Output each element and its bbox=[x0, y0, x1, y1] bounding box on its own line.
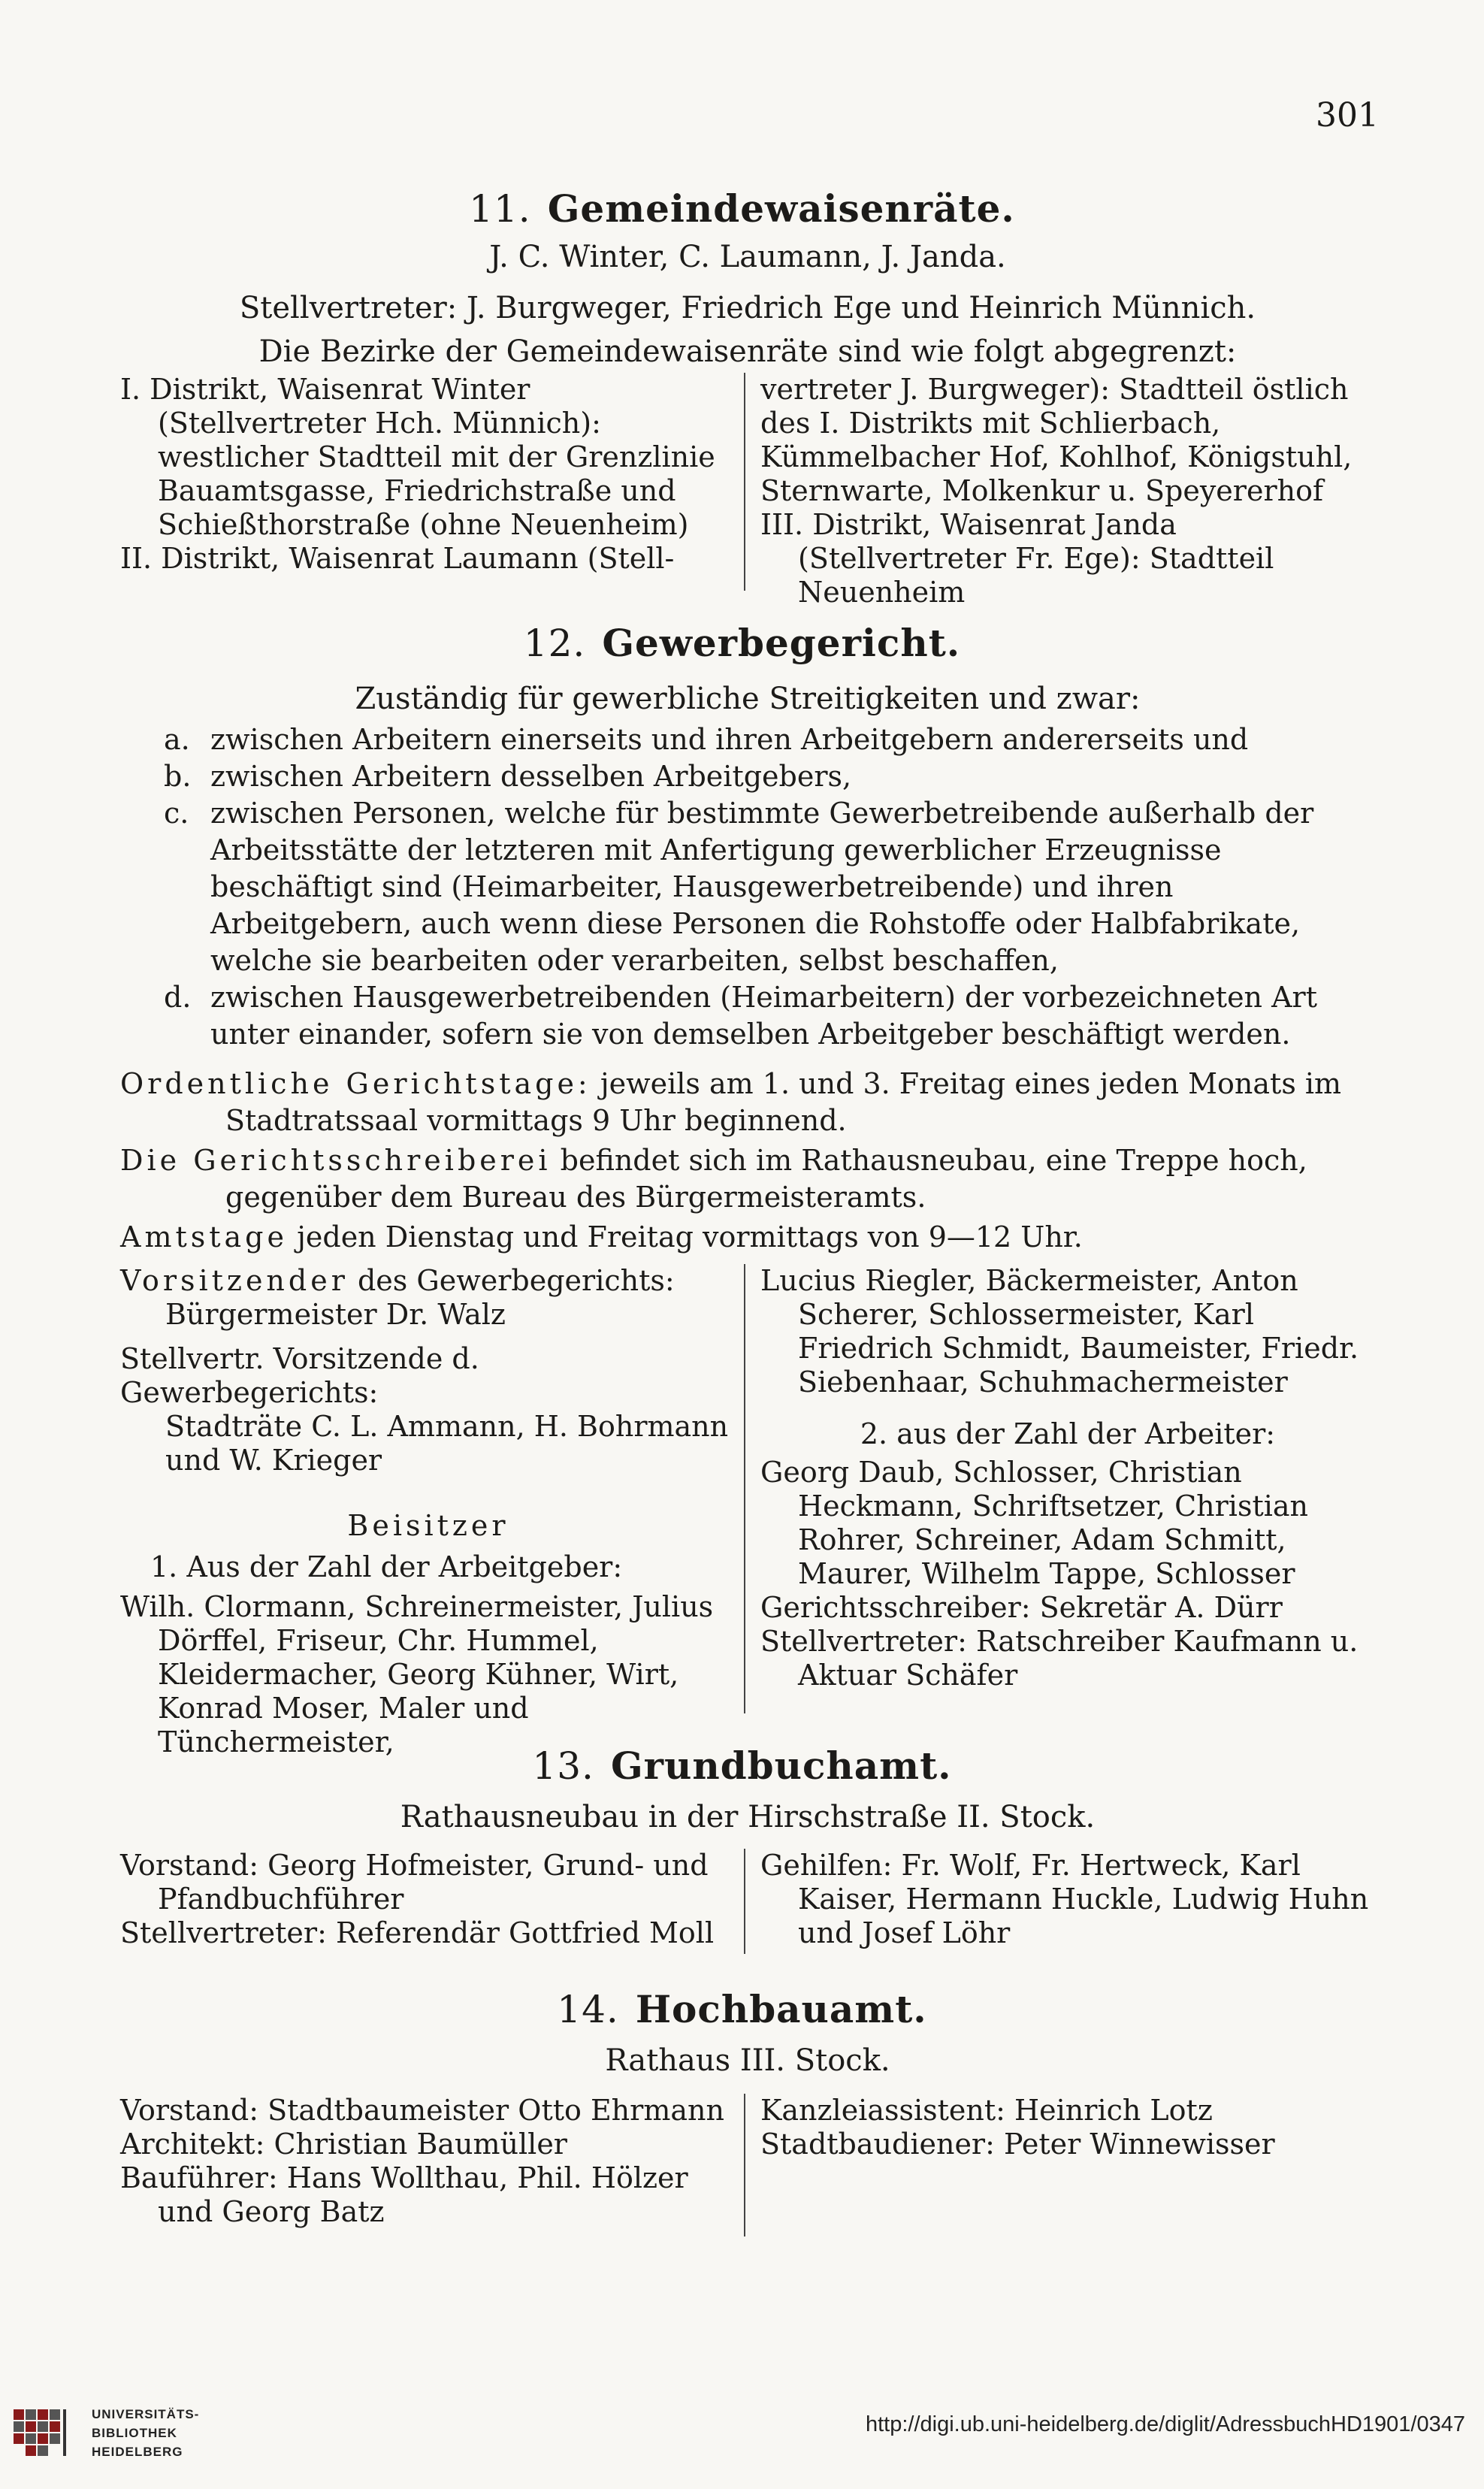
section-13-title: Grundbuchamt. bbox=[610, 1744, 952, 1788]
section-14-heading bbox=[0, 1987, 1484, 2031]
column-divider bbox=[744, 1264, 745, 1713]
source-url[interactable]: http://digi.ub.uni-heidelberg.de/diglit/AdressbuchHD1901/0347 bbox=[865, 2412, 1465, 2436]
list-item: d. zwischen Hausgewerbetreibenden (Heimarbeitern) der vorbezeichneten Art unter einander, sofern sie von demselben Arbeitgeber beschäftigt werden. bbox=[164, 981, 1317, 1051]
district-2-start: II. Distrikt, Waisenrat Laumann (Stell- bbox=[120, 542, 675, 575]
section-14-right-column bbox=[760, 2094, 1375, 2161]
list-item-label: d. bbox=[164, 981, 192, 1014]
section-12-right-column bbox=[760, 1264, 1375, 1692]
building-office-head: Vorstand: Stadtbaumeister Otto Ehrmann bbox=[120, 2094, 724, 2127]
section-14-left-column bbox=[120, 2094, 729, 2229]
workers-list: Georg Daub, Schlosser, Christian Heckmann, Schriftsetzer, Christian Rohrer, Schreiner, Adam Schmitt, Maurer, Wilhelm Tappe, Schlosser bbox=[760, 1456, 1309, 1590]
list-item: a. zwischen Arbeitern einerseits und ihren Arbeitgebern andererseits und bbox=[128, 721, 1375, 758]
employers-list-continued: Lucius Riegler, Bäckermeister, Anton Scherer, Schlossermeister, Karl Friedrich Schmidt, Baumeister, Friedr. Siebenhaar, Schuhmachermeister bbox=[760, 1264, 1359, 1399]
column-divider bbox=[744, 1849, 745, 1954]
section-12-heading bbox=[0, 621, 1484, 665]
list-item-label: a. bbox=[164, 723, 190, 756]
library-logo bbox=[11, 2403, 198, 2466]
court-clerk-deputy: Stellvertreter: Ratschreiber Kaufmann u. Aktuar Schäfer bbox=[760, 1625, 1359, 1692]
section-14-title: Hochbauamt. bbox=[635, 1987, 927, 2031]
section-11-heading bbox=[0, 186, 1484, 231]
section-13-left-column bbox=[120, 1849, 729, 1950]
court-days: Ordentliche Gerichtstage: jeweils am 1. und 3. Freitag eines jeden Monats im Stadtratssaal vormittags 9 Uhr beginnend. bbox=[120, 1067, 1342, 1137]
district-1: I. Distrikt, Waisenrat Winter (Stellvertreter Hch. Münnich): westlicher Stadtteil mit der Grenzlinie Bauamtsgasse, Friedrichstraße und Schießthorstraße (ohne Neuenheim) bbox=[120, 373, 715, 541]
section-12-number: 12. bbox=[523, 621, 586, 665]
building-office-architect: Architekt: Christian Baumüller bbox=[120, 2128, 567, 2161]
district-3: III. Distrikt, Waisenrat Janda (Stellvertreter Fr. Ege): Stadtteil Neuenheim bbox=[760, 508, 1274, 609]
page-number: 301 bbox=[1316, 96, 1379, 135]
library-seal-icon bbox=[11, 2403, 78, 2466]
section-12-intro: Zuständig für gewerbliche Streitigkeiten und zwar: bbox=[355, 682, 1141, 716]
section-13-number: 13. bbox=[532, 1744, 594, 1788]
building-office-site-managers: Bauführer: Hans Wollthau, Phil. Hölzer und Georg Batz bbox=[120, 2161, 688, 2228]
deputy-chair-names: Stadträte C. L. Ammann, H. Bohrmann und W. Krieger bbox=[165, 1410, 729, 1477]
jurisdiction-list bbox=[128, 721, 1375, 1053]
list-item: b. zwischen Arbeitern desselben Arbeitgebers, bbox=[128, 758, 1375, 795]
list-item-label: c. bbox=[164, 797, 189, 830]
column-divider bbox=[744, 2094, 745, 2236]
section-13-heading bbox=[0, 1744, 1484, 1788]
employers-list: Wilh. Clormann, Schreinermeister, Julius Dörffel, Friseur, Chr. Hummel, Kleidermacher, Georg Kühner, Wirt, Konrad Moser, Maler und Tünchermeister, bbox=[120, 1590, 714, 1759]
court-clerk: Gerichtsschreiber: Sekretär A. Dürr bbox=[760, 1591, 1283, 1624]
section-13-location: Rathausneubau in der Hirschstraße II. Stock. bbox=[400, 1800, 1096, 1834]
section-12-title: Gewerbegericht. bbox=[602, 621, 961, 665]
library-name: UNIVERSITÄTS- BIBLIOTHEK HEIDELBERG bbox=[92, 2407, 200, 2459]
chair-name: Bürgermeister Dr. Walz bbox=[165, 1298, 506, 1331]
section-11-deputies: Stellvertreter: J. Burgweger, Friedrich Ege und Heinrich Münnich. bbox=[239, 291, 1256, 325]
court-info bbox=[120, 1066, 1375, 1259]
chair: Vorsitzender des Gewerbegerichts: bbox=[120, 1264, 675, 1297]
deputy-chair: Stellvertr. Vorsitzende d. Gewerbegerichts: bbox=[120, 1342, 479, 1409]
list-item: c. zwischen Personen, welche für bestimmte Gewerbetreibende außerhalb der Arbeitsstätte der letzteren mit Anfertigung gewerblicher Erzeugnisse beschäftigt sind (Heimarbeiter, Hausgewerbetreibende) und ihren Arbeitgebern, auch wenn diese Personen die Rohstoffe oder Halbfabrikate, welche sie bearbeiten oder verarbeiten, selbst beschaffen, bbox=[164, 797, 1314, 977]
section-14-number: 14. bbox=[557, 1988, 619, 2031]
assessors-heading: Beisitzer bbox=[347, 1509, 509, 1542]
section-13-right-column bbox=[760, 1849, 1375, 1950]
section-11-title: Gemeindewaisenräte. bbox=[547, 186, 1015, 231]
employers-heading: 1. Aus der Zahl der Arbeitgeber: bbox=[150, 1550, 623, 1583]
office-days: Amtstage jeden Dienstag und Freitag vormittags von 9—12 Uhr. bbox=[120, 1220, 1083, 1254]
building-office-clerk: Kanzleiassistent: Heinrich Lotz bbox=[760, 2094, 1213, 2127]
building-office-servant: Stadtbaudiener: Peter Winnewisser bbox=[760, 2128, 1275, 2161]
section-12-left-column bbox=[120, 1264, 736, 1759]
section-11-left-column bbox=[120, 373, 729, 576]
section-11-members: J. C. Winter, C. Laumann, J. Janda. bbox=[489, 240, 1006, 274]
land-registry-assistants: Gehilfen: Fr. Wolf, Fr. Hertweck, Karl Kaiser, Hermann Huckle, Ludwig Huhn und Josef Löhr bbox=[760, 1849, 1369, 1949]
land-registry-deputy: Stellvertreter: Referendär Gottfried Moll bbox=[120, 1916, 715, 1949]
list-item-label: b. bbox=[164, 760, 192, 793]
district-2-continued: vertreter J. Burgweger): Stadtteil östlich des I. Distrikts mit Schlierbach, Kümmelbacher Hof, Kohlhof, Königstuhl, Sternwarte, Molkenkur u. Speyererhof bbox=[760, 373, 1353, 507]
court-office: Die Gerichtsschreiberei befindet sich im Rathausneubau, eine Treppe hoch, gegenüber dem Bureau des Bürgermeisteramts. bbox=[120, 1144, 1307, 1214]
section-11-intro: Die Bezirke der Gemeindewaisenräte sind wie folgt abgegrenzt: bbox=[258, 334, 1237, 369]
workers-heading: 2. aus der Zahl der Arbeiter: bbox=[860, 1417, 1276, 1450]
column-divider bbox=[744, 373, 745, 591]
land-registry-head: Vorstand: Georg Hofmeister, Grund- und Pfandbuchführer bbox=[120, 1849, 709, 1916]
section-11-right-column bbox=[760, 373, 1375, 609]
section-14-location: Rathaus III. Stock. bbox=[605, 2043, 890, 2078]
section-11-number: 11. bbox=[469, 187, 531, 231]
